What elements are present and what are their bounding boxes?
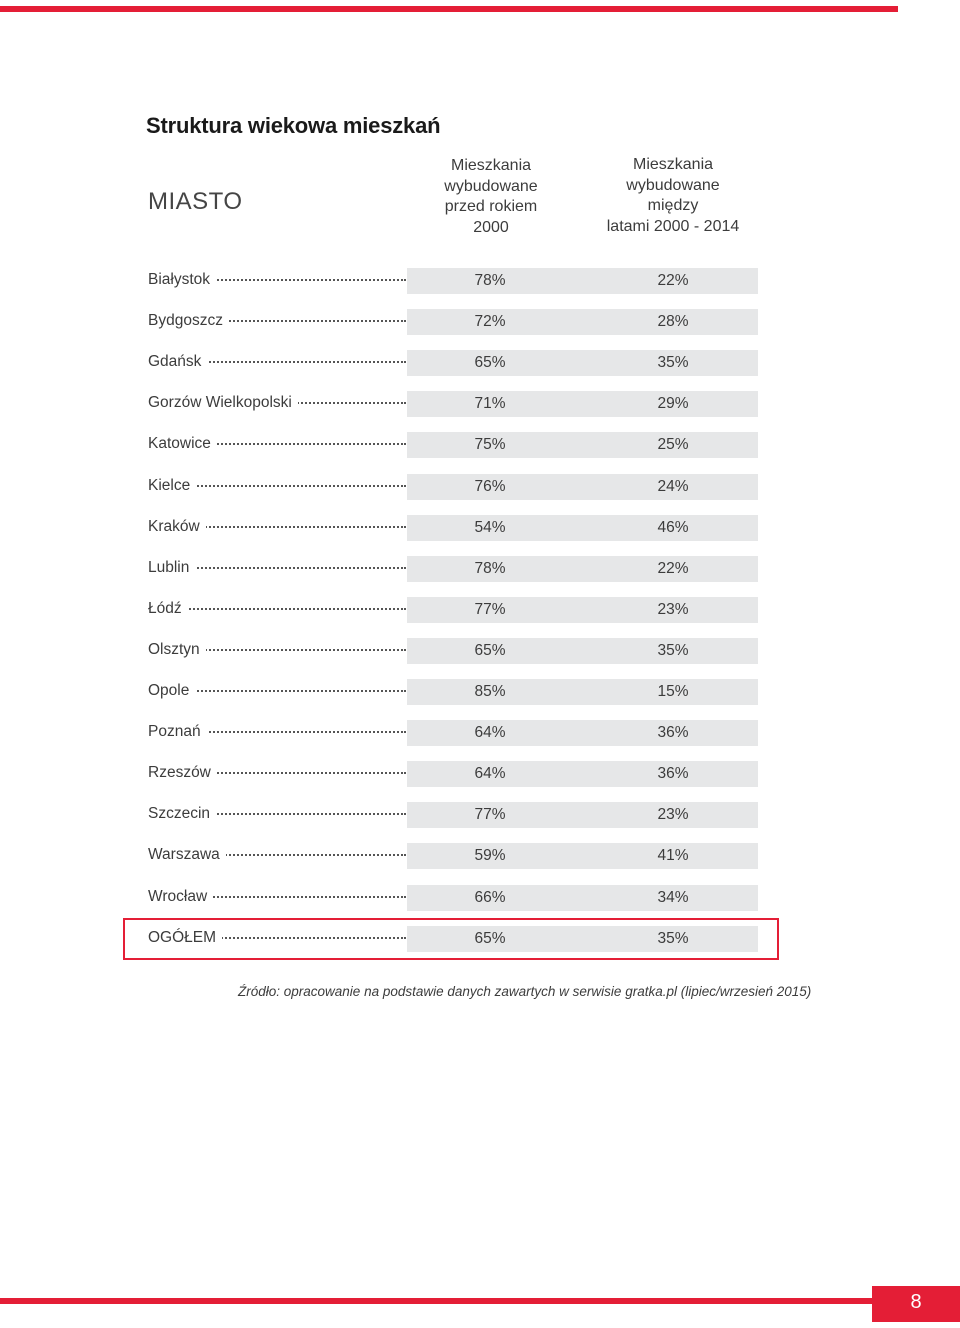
city-name: Lublin (148, 559, 195, 577)
header-line: między (647, 197, 699, 214)
value-2000-2014: 25% (657, 436, 689, 453)
city-name: Szczecin (148, 805, 216, 823)
value-before-2000: 77% (474, 601, 506, 618)
header-line: wybudowane (444, 177, 538, 195)
value-2000-2014: 36% (657, 724, 689, 741)
value-before-2000: 78% (474, 560, 506, 577)
value-before-2000: 66% (474, 889, 506, 906)
value-before-2000: 76% (474, 478, 506, 495)
value-2000-2014: 15% (657, 683, 689, 700)
value-2000-2014: 36% (657, 765, 689, 782)
city-name: Łódź (148, 600, 188, 618)
table-row (0, 432, 960, 458)
value-before-2000: 72% (474, 313, 506, 330)
dot-leader (150, 608, 406, 610)
table-row (0, 802, 960, 828)
city-name: Kraków (148, 518, 206, 536)
value-2000-2014: 28% (657, 313, 689, 330)
value-2000-2014: 34% (657, 889, 689, 906)
value-2000-2014: 23% (657, 601, 689, 618)
value-before-2000: 75% (474, 436, 506, 453)
value-before-2000: 71% (474, 395, 506, 412)
table-row (0, 309, 960, 335)
value-before-2000: 78% (474, 272, 506, 289)
value-before-2000: 85% (474, 683, 506, 700)
value-before-2000: 59% (474, 847, 506, 864)
value-2000-2014: 23% (657, 806, 689, 823)
table-row (0, 556, 960, 582)
value-2000-2014: 22% (657, 560, 689, 577)
city-name: Opole (148, 682, 195, 700)
header-line: latami 2000 - 2014 (606, 217, 740, 235)
value-before-2000: 54% (474, 519, 506, 536)
value-before-2000: 64% (474, 765, 506, 782)
header-line: przed rokiem (444, 198, 538, 215)
page-number: 8 (910, 1291, 922, 1313)
header-line: wybudowane (626, 176, 720, 194)
column-header-city: MIASTO (148, 188, 243, 215)
table-row (0, 474, 960, 500)
table-row (0, 391, 960, 417)
table-row (0, 350, 960, 376)
city-name: Poznań (148, 723, 207, 741)
city-name: Olsztyn (148, 641, 206, 659)
table-row (0, 885, 960, 911)
city-name: Rzeszów (148, 764, 217, 782)
value-2000-2014: 24% (657, 478, 689, 495)
table-row (0, 638, 960, 664)
city-name: Wrocław (148, 888, 213, 906)
value-2000-2014: 35% (657, 354, 689, 371)
city-name: Katowice (148, 435, 217, 453)
column-header-before-2000 (408, 156, 574, 238)
table-row (0, 679, 960, 705)
bottom-accent-bar (0, 1298, 872, 1304)
value-2000-2014: 35% (657, 930, 689, 947)
page-number-box (872, 1286, 960, 1322)
table-row (0, 720, 960, 746)
value-before-2000: 64% (474, 724, 506, 741)
value-before-2000: 65% (474, 354, 506, 371)
table-row (0, 268, 960, 294)
value-2000-2014: 46% (657, 519, 689, 536)
city-name: OGÓŁEM (148, 929, 222, 947)
city-name: Bydgoszcz (148, 312, 229, 330)
table-row (0, 597, 960, 623)
header-line: Mieszkania (450, 157, 532, 174)
value-2000-2014: 29% (657, 395, 689, 412)
city-name: Gorzów Wielkopolski (148, 394, 298, 412)
header-line: 2000 (473, 218, 509, 236)
value-before-2000: 77% (474, 806, 506, 823)
city-name: Gdańsk (148, 353, 207, 371)
city-name: Białystok (148, 271, 216, 289)
city-name: Warszawa (148, 846, 226, 864)
top-accent-bar (0, 6, 898, 12)
value-2000-2014: 22% (657, 272, 689, 289)
value-before-2000: 65% (474, 930, 506, 947)
source-note: Źródło: opracowanie na podstawie danych zawartych w serwisie gratka.pl (lipiec/wrzesień 2015) (238, 984, 812, 999)
header-line: Mieszkania (632, 156, 714, 173)
table-row (0, 515, 960, 541)
value-before-2000: 65% (474, 642, 506, 659)
page-title: Struktura wiekowa mieszkań (146, 113, 441, 138)
city-name: Kielce (148, 477, 196, 495)
table-row (0, 843, 960, 869)
value-2000-2014: 41% (657, 847, 689, 864)
table-row (0, 761, 960, 787)
column-header-2000-2014 (585, 155, 761, 237)
value-2000-2014: 35% (657, 642, 689, 659)
